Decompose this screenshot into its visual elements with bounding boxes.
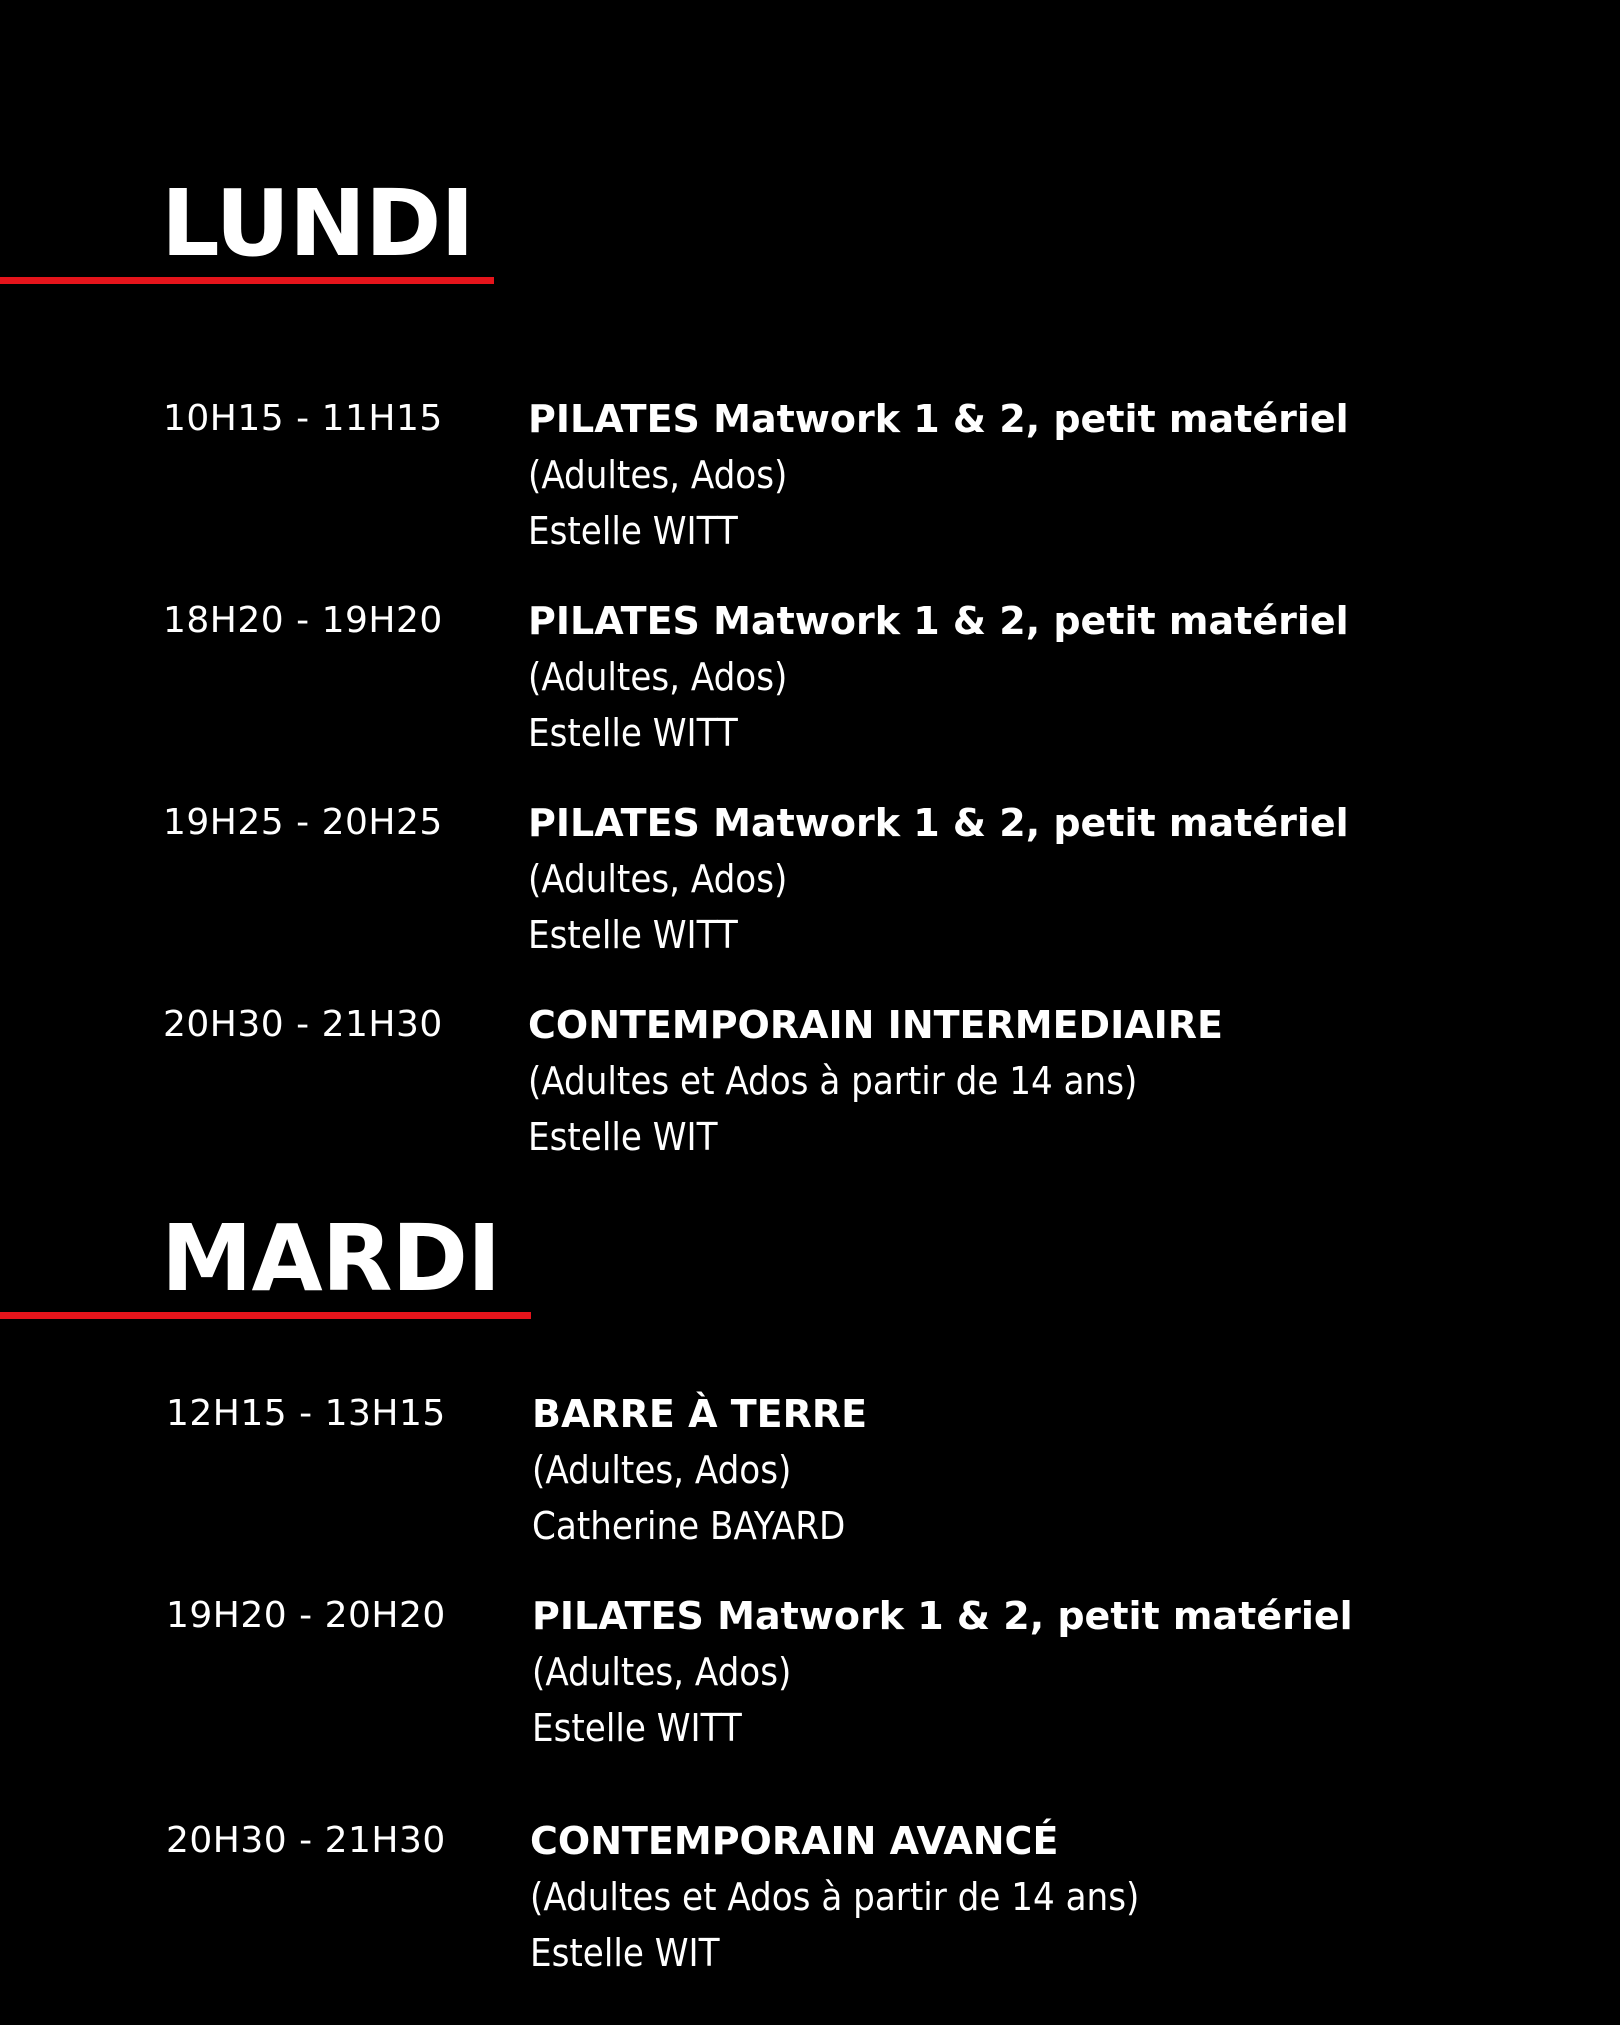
session-info [528, 795, 1349, 963]
session-audience: (Adultes, Ados) [528, 857, 788, 901]
session-audience: (Adultes et Ados à partir de 14 ans) [528, 1059, 1138, 1103]
schedule-row [0, 1386, 1620, 1576]
session-teacher: Catherine BAYARD [532, 1504, 846, 1548]
session-class: CONTEMPORAIN AVANCÉ [530, 1819, 1059, 1863]
schedule-row [0, 391, 1620, 581]
schedule-row [0, 997, 1620, 1187]
schedule-row [0, 1588, 1620, 1778]
day-title-mardi: MARDI [161, 1205, 501, 1312]
session-audience: (Adultes, Ados) [528, 655, 788, 699]
session-time: 18H20 - 19H20 [163, 600, 443, 641]
session-time: 12H15 - 13H15 [166, 1393, 446, 1434]
schedule-row [0, 795, 1620, 985]
session-teacher: Estelle WITT [528, 509, 738, 553]
session-info [532, 1588, 1353, 1756]
session-time: 20H30 - 21H30 [166, 1820, 446, 1861]
session-time: 20H30 - 21H30 [163, 1004, 443, 1045]
day-underline-mardi [0, 1312, 531, 1319]
session-teacher: Estelle WITT [528, 913, 738, 957]
session-class: PILATES Matwork 1 & 2, petit matériel [528, 397, 1349, 441]
session-class: PILATES Matwork 1 & 2, petit matériel [528, 599, 1349, 643]
session-audience: (Adultes, Ados) [532, 1448, 792, 1492]
session-class: PILATES Matwork 1 & 2, petit matériel [532, 1594, 1353, 1638]
session-info [532, 1386, 867, 1554]
session-info [528, 593, 1349, 761]
session-time: 10H15 - 11H15 [163, 398, 443, 439]
session-teacher: Estelle WIT [528, 1115, 718, 1159]
day-title-lundi: LUNDI [161, 170, 474, 277]
session-info [528, 997, 1223, 1165]
session-class: BARRE À TERRE [532, 1392, 868, 1436]
day-underline-lundi [0, 277, 494, 284]
session-info [530, 1813, 1139, 1981]
session-class: CONTEMPORAIN INTERMEDIAIRE [528, 1003, 1223, 1047]
session-teacher: Estelle WIT [530, 1931, 720, 1975]
schedule-row [0, 593, 1620, 783]
session-audience: (Adultes, Ados) [528, 453, 788, 497]
session-teacher: Estelle WITT [532, 1706, 742, 1750]
session-teacher: Estelle WITT [528, 711, 738, 755]
session-audience: (Adultes, Ados) [532, 1650, 792, 1694]
session-audience: (Adultes et Ados à partir de 14 ans) [530, 1875, 1140, 1919]
session-time: 19H25 - 20H25 [163, 802, 443, 843]
session-time: 19H20 - 20H20 [166, 1595, 446, 1636]
session-info [528, 391, 1349, 559]
session-class: PILATES Matwork 1 & 2, petit matériel [528, 801, 1349, 845]
schedule-row [0, 1813, 1620, 2003]
